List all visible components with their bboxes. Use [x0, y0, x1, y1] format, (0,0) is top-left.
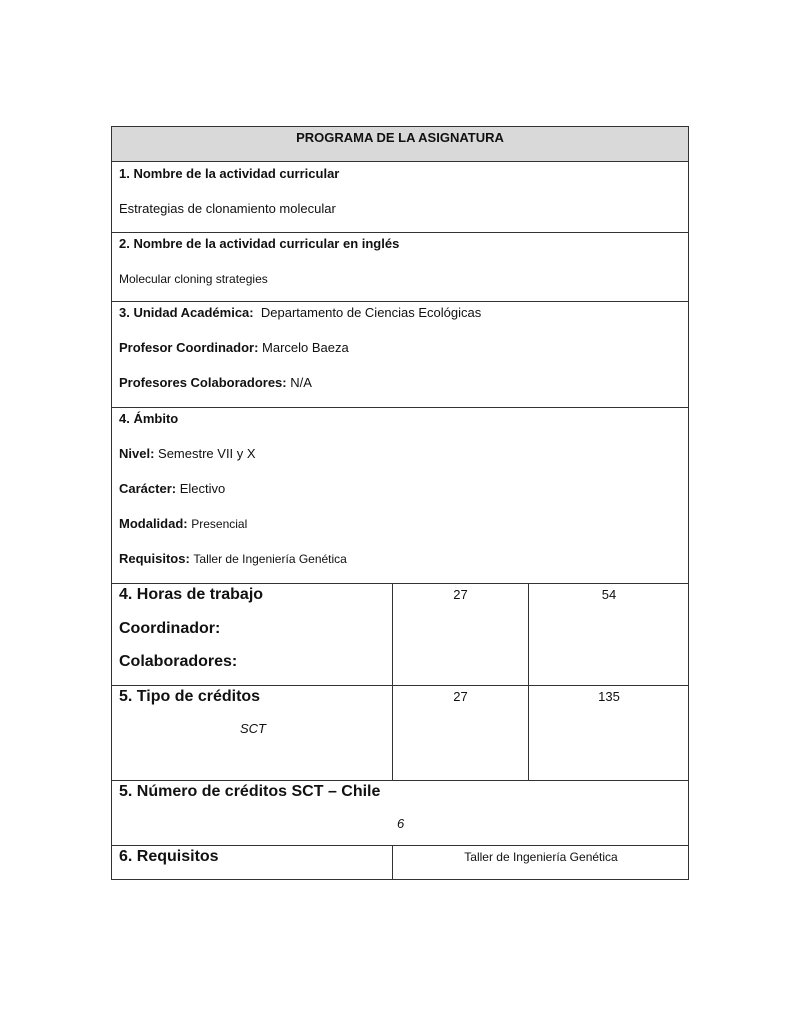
requirements-value: Taller de Ingeniería Genética: [193, 552, 347, 566]
credit-type-sub: SCT: [240, 721, 266, 736]
modality-row: [119, 516, 247, 532]
section-activity-name-english-value: Molecular cloning strategies: [119, 272, 268, 286]
program-header: [111, 126, 689, 162]
credit-type-heading: 5. Tipo de créditos: [119, 688, 261, 705]
credit-number-value: 6: [397, 816, 405, 831]
credit-type-col2: 135: [598, 689, 620, 704]
credit-number-row: [111, 780, 689, 846]
collaborators-row: [119, 375, 312, 391]
section-scope: [111, 407, 689, 584]
coordinator-value: Marcelo Baeza: [262, 340, 349, 355]
level-label: Nivel:: [119, 446, 155, 461]
section-activity-name: [111, 161, 689, 233]
section-activity-name-english-heading: 2. Nombre de la actividad curricular en inglés: [119, 236, 400, 251]
work-hours-col1: 27: [453, 587, 468, 602]
modality-value: Presencial: [191, 517, 248, 531]
character-row: [119, 481, 225, 497]
requirements-row: [119, 551, 347, 567]
work-hours-col2: 54: [601, 587, 617, 602]
work-hours-row: [111, 583, 689, 686]
requirements-final-row: [111, 845, 689, 880]
level-value: Semestre VII y X: [158, 446, 256, 461]
credit-number-heading: 5. Número de créditos SCT – Chile: [119, 783, 381, 800]
section-activity-name-english: [111, 232, 689, 302]
section-academic-unit: [111, 301, 689, 408]
section-activity-name-heading: 1. Nombre de la actividad curricular: [119, 166, 340, 181]
modality-label: Modalidad:: [119, 516, 188, 531]
section-activity-name-value: Estrategias de clonamiento molecular: [119, 201, 336, 216]
requirements-final-value: Taller de Ingeniería Genética: [464, 850, 618, 864]
requirements-label: Requisitos:: [119, 551, 190, 566]
collaborators-label: Profesores Colaboradores:: [119, 375, 287, 390]
work-hours-heading: 4. Horas de trabajo: [119, 586, 264, 603]
program-title: PROGRAMA DE LA ASIGNATURA: [296, 130, 504, 145]
collaborators-value: N/A: [290, 375, 312, 390]
requirements-final-heading: 6. Requisitos: [119, 848, 219, 865]
work-hours-coordinator: Coordinador:: [119, 620, 221, 637]
character-label: Carácter:: [119, 481, 177, 496]
coordinator-row: [119, 340, 349, 356]
level-row: [119, 446, 256, 462]
work-hours-collaborators: Colaboradores:: [119, 653, 238, 670]
scope-heading: 4. Ámbito: [119, 411, 179, 426]
coordinator-label: Profesor Coordinador:: [119, 340, 259, 355]
credit-type-row: [111, 685, 689, 781]
academic-unit-label: 3. Unidad Académica:: [119, 305, 254, 320]
academic-unit-row: [119, 305, 481, 321]
academic-unit-value: Departamento de Ciencias Ecológicas: [260, 305, 482, 320]
credit-type-col1: 27: [453, 689, 468, 704]
character-value: Electivo: [179, 481, 226, 496]
